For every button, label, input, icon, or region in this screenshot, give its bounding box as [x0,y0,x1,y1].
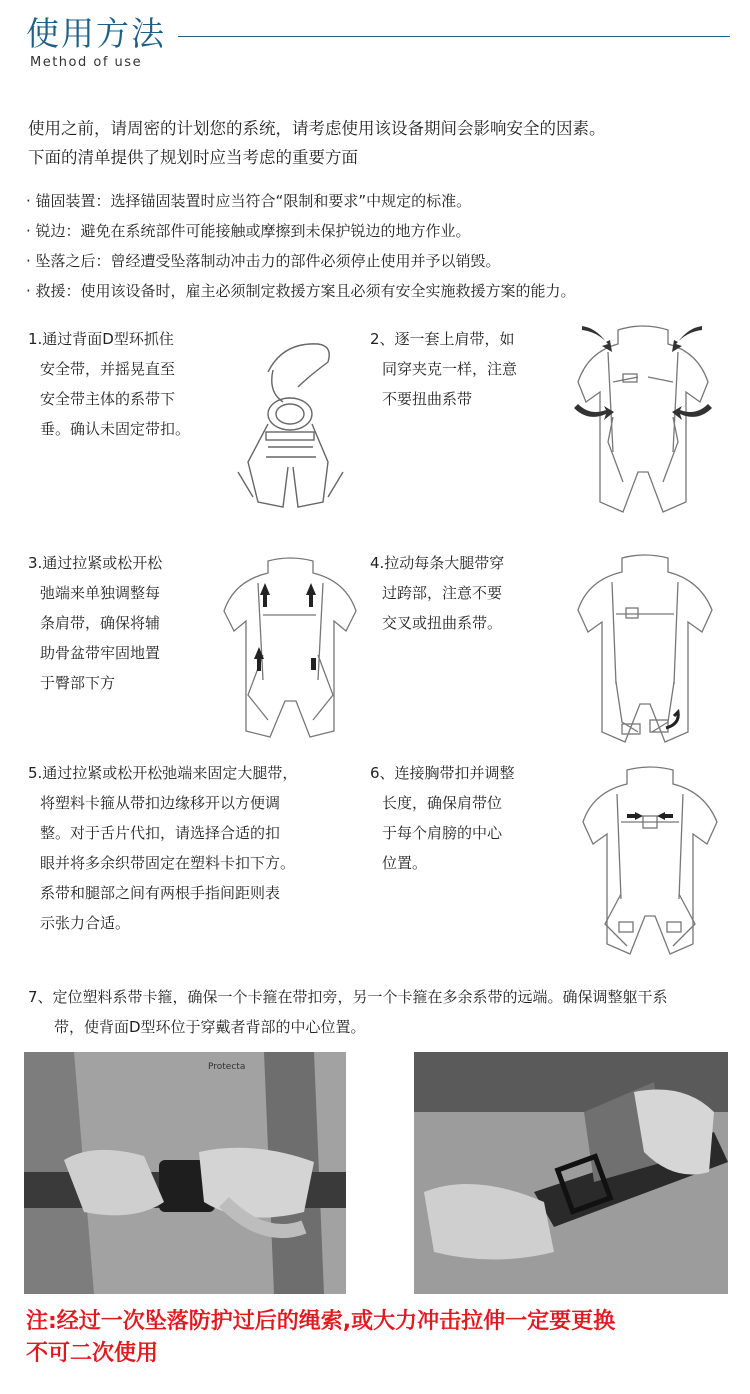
step-line: 于臀部下方 [40,674,116,692]
list-item: · 锚固装置：选择锚固装置时应当符合“限制和要求”中规定的标准。 [26,186,736,216]
step-line: 示张力合适。 [40,914,131,932]
step-2-text [370,324,560,414]
step-line: 条肩带，确保将辅 [40,614,161,632]
page-subtitle: Method of use [30,55,143,70]
photo-label: Protecta [208,1062,246,1072]
intro-text [28,114,728,172]
considerations-list [26,186,736,306]
step-line: 整。对于舌片代扣，请选择合适的扣 [40,824,281,842]
step-line: 安全带主体的系带下 [40,390,176,408]
step-line: 6、连接胸带扣并调整 [370,764,515,782]
step-6-harness-illustration [575,764,725,959]
step-2-harness-illustration [568,322,718,517]
list-item: · 锐边：避免在系统部件可能接触或摩擦到未保护锐边的地方作业。 [26,216,736,246]
step-line: 将塑料卡箍从带扣边缘移开以方便调 [40,794,281,812]
warning-notice [26,1306,726,1370]
warning-line-2: 不可二次使用 [26,1341,159,1366]
step-line: 过跨部，注意不要 [382,584,503,602]
intro-line-1: 使用之前，请周密的计划您的系统，请考虑使用该设备期间会影响安全的因素。 [28,119,606,138]
step-line: 3.通过拉紧或松开松 [28,554,163,572]
page-title: 使用方法 [26,14,166,53]
step-line: 系带和腿部之间有两根手指间距则表 [40,884,281,902]
step-3-harness-illustration [218,555,363,740]
list-item: · 坠落之后：曾经遭受坠落制动冲击力的部件必须停止使用并予以销毁。 [26,246,736,276]
step-line: 长度，确保肩带位 [382,794,503,812]
step-line: 交叉或扭曲系带。 [382,614,503,632]
photo-buckle-drawing [24,1052,346,1294]
step-line: 2、逐一套上肩带，如 [370,330,515,348]
step-4-harness-illustration [570,552,720,747]
step-line: 同穿夹克一样，注意 [382,360,518,378]
intro-line-2: 下面的清单提供了规划时应当考虑的重要方面 [28,148,358,167]
step-3-text [28,548,228,698]
photo-strap-adjustment [414,1052,728,1294]
step-5-text [28,758,348,938]
step-line: 垂。确认未固定带扣。 [40,420,191,438]
step-line: 5.通过拉紧或松开松弛端来固定大腿带， [28,764,298,782]
step-6-text [370,758,560,878]
warning-line-1: 注:经过一次坠落防护过后的绳索,或大力冲击拉伸一定要更换 [26,1309,616,1334]
step-line: 带，使背面D型环位于穿戴者背部的中心位置。 [54,1018,366,1036]
step-line: 7、定位塑料系带卡箍，确保一个卡箍在带扣旁，另一个卡箍在多余系带的远端。确保调整躯干系 [28,988,668,1006]
step-line: 于每个肩膀的中心 [382,824,503,842]
step-1-text [28,324,228,444]
step-1-harness-illustration [228,332,358,512]
step-line: 弛端来单独调整每 [40,584,161,602]
step-line: 1.通过背面D型环抓住 [28,330,174,348]
step-line: 不要扭曲系带 [382,390,473,408]
photo-buckle-connection [24,1052,346,1294]
step-7-text [28,982,740,1042]
step-line: 4.拉动每条大腿带穿 [370,554,505,572]
photo-strap-drawing [414,1052,728,1294]
list-item: · 救援：使用该设备时，雇主必须制定救援方案且必须有安全实施救援方案的能力。 [26,276,736,306]
step-line: 安全带，并摇晃直至 [40,360,176,378]
step-line: 位置。 [382,854,428,872]
step-4-text [370,548,560,638]
step-line: 眼并将多余织带固定在塑料卡扣下方。 [40,854,296,872]
step-line: 助骨盆带牢固地置 [40,644,161,662]
title-divider [178,36,730,37]
